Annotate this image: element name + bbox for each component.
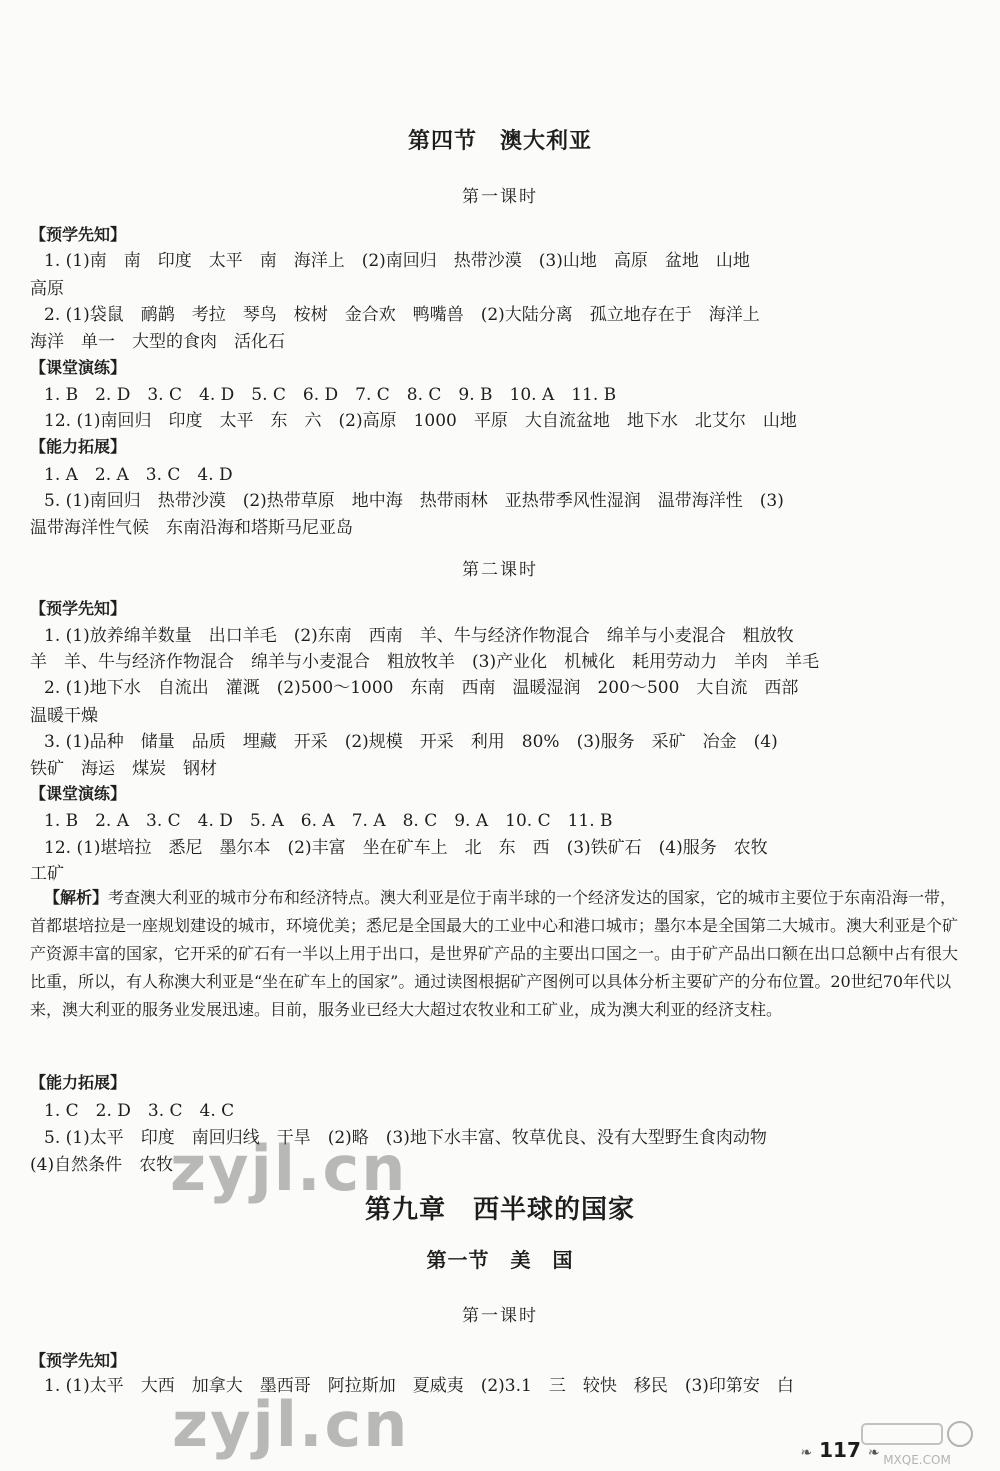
watermark-text: zyjl.cn — [170, 1132, 408, 1205]
text-line: 5. (1)太平 印度 南回归线 干旱 (2)略 (3)地下水丰富、牧草优良、没有大型野生食肉动物 — [44, 1128, 767, 1148]
yuxue-tag: 【预学先知】 — [30, 599, 127, 618]
text-line: 12. (1)南回归 印度 太平 东 六 (2)高原 1000 平原 大自流盆地 地下水 北艾尔 山地 — [44, 411, 797, 431]
text-line: 温暖干燥 — [30, 706, 98, 726]
watermark-text: zyjl.cn — [172, 1388, 410, 1461]
lesson-title: 第一课时 — [462, 1306, 538, 1326]
ketang-tag: 【课堂演练】 — [30, 358, 127, 377]
jiexi-tag: 【解析】 — [44, 888, 109, 907]
text-line: 1. A 2. A 3. C 4. D — [44, 465, 233, 485]
section-title: 第四节 澳大利亚 — [407, 129, 592, 154]
page-number-text: 117 — [819, 1438, 861, 1462]
text-line: 3. (1)品种 储量 品质 埋藏 开采 (2)规模 开采 利用 80% (3)服务 采矿 冶金 (4) — [44, 732, 778, 752]
page-number — [780, 1438, 900, 1462]
lesson-title: 第二课时 — [462, 560, 538, 580]
yuxue-tag: 【预学先知】 — [30, 1351, 127, 1370]
jiexi-text: 考查澳大利亚的城市分布和经济特点。澳大利亚是位于南半球的一个经济发达的国家，它的城市主要位于东南沿海一带，首都堪培拉是一座规划建设的城市，环境优美；悉尼是全国最大的工业中心和港口城市；墨尔本是全国第二大城市。澳大利亚是个矿产资源丰富的国家，它开采的矿石有一半以上用于出口，是世界矿产品的主要出口国之一。由于矿产品出口额在出口总额中占有很大比重，所以，有人称澳大利亚是“坐在矿车上的国家”。通过读图根据矿产图例可以具体分析主要矿产的分布位置。20世纪70年代以来，澳大利亚的服务业发展迅速。目前，服务业已经大大超过农牧业和工矿业，成为澳大利亚的经济支柱。 — [30, 888, 959, 1019]
text-line: 1. (1)南 南 印度 太平 南 海洋上 (2)南回归 热带沙漠 (3)山地 高原 盆地 山地 — [44, 251, 750, 271]
text-line: 12. (1)堪培拉 悉尼 墨尔本 (2)丰富 坐在矿车上 北 东 西 (3)铁矿石 (4)服务 农牧 — [44, 838, 768, 858]
text-line: 1. B 2. A 3. C 4. D 5. A 6. A 7. A 8. C 9. A 10. C 11. B — [44, 811, 613, 831]
text-line: (4)自然条件 农牧 — [30, 1155, 174, 1175]
ketang-tag: 【课堂演练】 — [30, 784, 127, 803]
text-line: 铁矿 海运 煤炭 钢材 — [30, 759, 217, 779]
text-line: 2. (1)袋鼠 鸸鹋 考拉 琴鸟 桉树 金合欢 鸭嘴兽 (2)大陆分离 孤立地存在于 海洋上 — [44, 305, 760, 325]
nengli-tag: 【能力拓展】 — [30, 1073, 127, 1092]
text-line: 1. C 2. D 3. C 4. C — [44, 1101, 235, 1121]
yuxue-tag: 【预学先知】 — [30, 225, 127, 244]
chapter-title: 第九章 西半球的国家 — [364, 1195, 635, 1225]
subsection-title: 第一节 美 国 — [426, 1248, 574, 1272]
text-line: 1. B 2. D 3. C 4. D 5. C 6. D 7. C 8. C 9. B 10. A 11. B — [44, 385, 617, 405]
nengli-tag: 【能力拓展】 — [30, 437, 127, 456]
text-line: 工矿 — [30, 864, 64, 884]
text-line: 1. (1)放养绵羊数量 出口羊毛 (2)东南 西南 羊、牛与经济作物混合 绵羊与小麦混合 粗放牧 — [44, 626, 794, 646]
text-line: 2. (1)地下水 自流出 灌溉 (2)500～1000 东南 西南 温暖湿润 200～500 大自流 西部 — [44, 678, 799, 698]
text-line: 5. (1)南回归 热带沙漠 (2)热带草原 地中海 热带雨林 亚热带季风性湿润 温带海洋性 (3) — [44, 491, 784, 511]
lesson-title: 第一课时 — [462, 187, 538, 207]
ornament-right-icon: ❧ — [867, 1445, 880, 1461]
text-line: 温带海洋性气候 东南沿海和塔斯马尼亚岛 — [30, 518, 353, 538]
text-line: 高原 — [30, 279, 64, 299]
text-line: 海洋 单一 大型的食肉 活化石 — [30, 332, 285, 352]
analysis-paragraph — [30, 884, 960, 1024]
text-line: 1. (1)太平 大西 加拿大 墨西哥 阿拉斯加 夏威夷 (2)3.1 三 较快 移民 (3)印第安 白 — [44, 1376, 794, 1396]
ornament-left-icon: ❧ — [800, 1445, 813, 1461]
text-line: 羊 羊、牛与经济作物混合 绵羊与小麦混合 粗放牧羊 (3)产业化 机械化 耗用劳动力 羊肉 羊毛 — [30, 652, 820, 672]
watermark-logo-text: MXQE.COM — [883, 1453, 951, 1467]
